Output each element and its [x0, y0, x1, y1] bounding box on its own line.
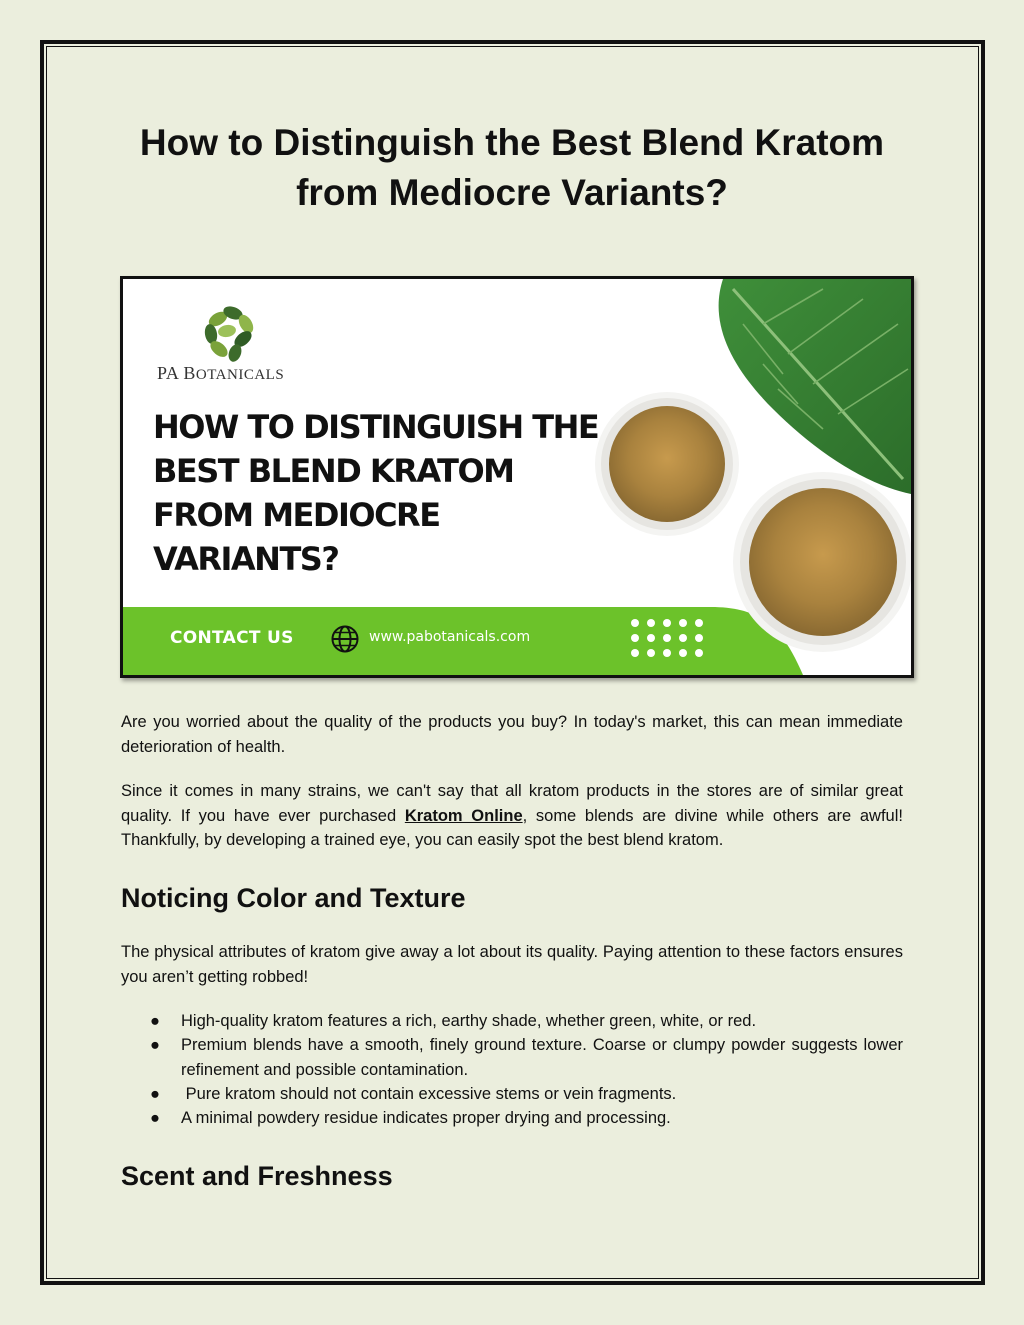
title-line-1: How to Distinguish the Best Blend Kratom: [139, 122, 885, 163]
bullet-icon: ●: [150, 1012, 160, 1030]
section1-paragraph: The physical attributes of kratom give away a lot about its quality. Paying attention to these factors ensures you aren’t getting robbed!: [121, 943, 903, 986]
banner-heading-line: FROM MEDIOCRE: [153, 496, 440, 534]
list-item: ● A minimal powdery residue indicates proper drying and processing.: [150, 1106, 903, 1130]
second-paragraph: Since it comes in many strains, we can't say that all kratom products in the stores are of similar great quality. If you have ever purchased Kratom Online, some blends are divine while others are awful! Thankfully, by developing a trained eye, you can easily spot the best blend kratom.: [121, 782, 903, 849]
contact-us-label: CONTACT US: [170, 628, 294, 648]
quality-bullet-list: [150, 1009, 903, 1130]
brand-logo-text: PA BOTANICALS: [157, 363, 285, 383]
section-heading-scent-freshness: Scent and Freshness: [121, 1161, 393, 1191]
bullet-icon: ●: [150, 1084, 160, 1103]
banner-heading-line: VARIANTS?: [153, 540, 339, 578]
section-heading-color-texture: Noticing Color and Texture: [121, 883, 466, 913]
globe-icon: [330, 624, 360, 654]
leaf-cluster-logo-icon: [203, 304, 256, 364]
bullet-icon: ●: [150, 1036, 160, 1055]
intro-paragraph: Are you worried about the quality of the products you buy? In today's market, this can mean immediate deterioration of health.: [121, 713, 903, 756]
website-url: www.pabotanicals.com: [369, 629, 531, 645]
title-line-2: from Mediocre Variants?: [296, 172, 728, 213]
bullet-icon: ●: [150, 1109, 160, 1128]
kratom-online-link[interactable]: Kratom Online: [404, 806, 523, 825]
banner-heading-line: BEST BLEND KRATOM: [153, 452, 514, 490]
hero-banner-image: [120, 276, 914, 678]
banner-heading-line: HOW TO DISTINGUISH THE: [153, 408, 599, 446]
list-item: ● High-quality kratom features a rich, earthy shade, whether green, white, or red.: [150, 1009, 903, 1033]
page-title: [90, 118, 934, 218]
banner-heading: [153, 405, 613, 581]
list-item: ● Premium blends have a smooth, finely ground texture. Coarse or clumpy powder suggests lower refinement and possible contamination.: [150, 1033, 903, 1082]
list-item: ● Pure kratom should not contain excessive stems or vein fragments.: [150, 1082, 903, 1106]
